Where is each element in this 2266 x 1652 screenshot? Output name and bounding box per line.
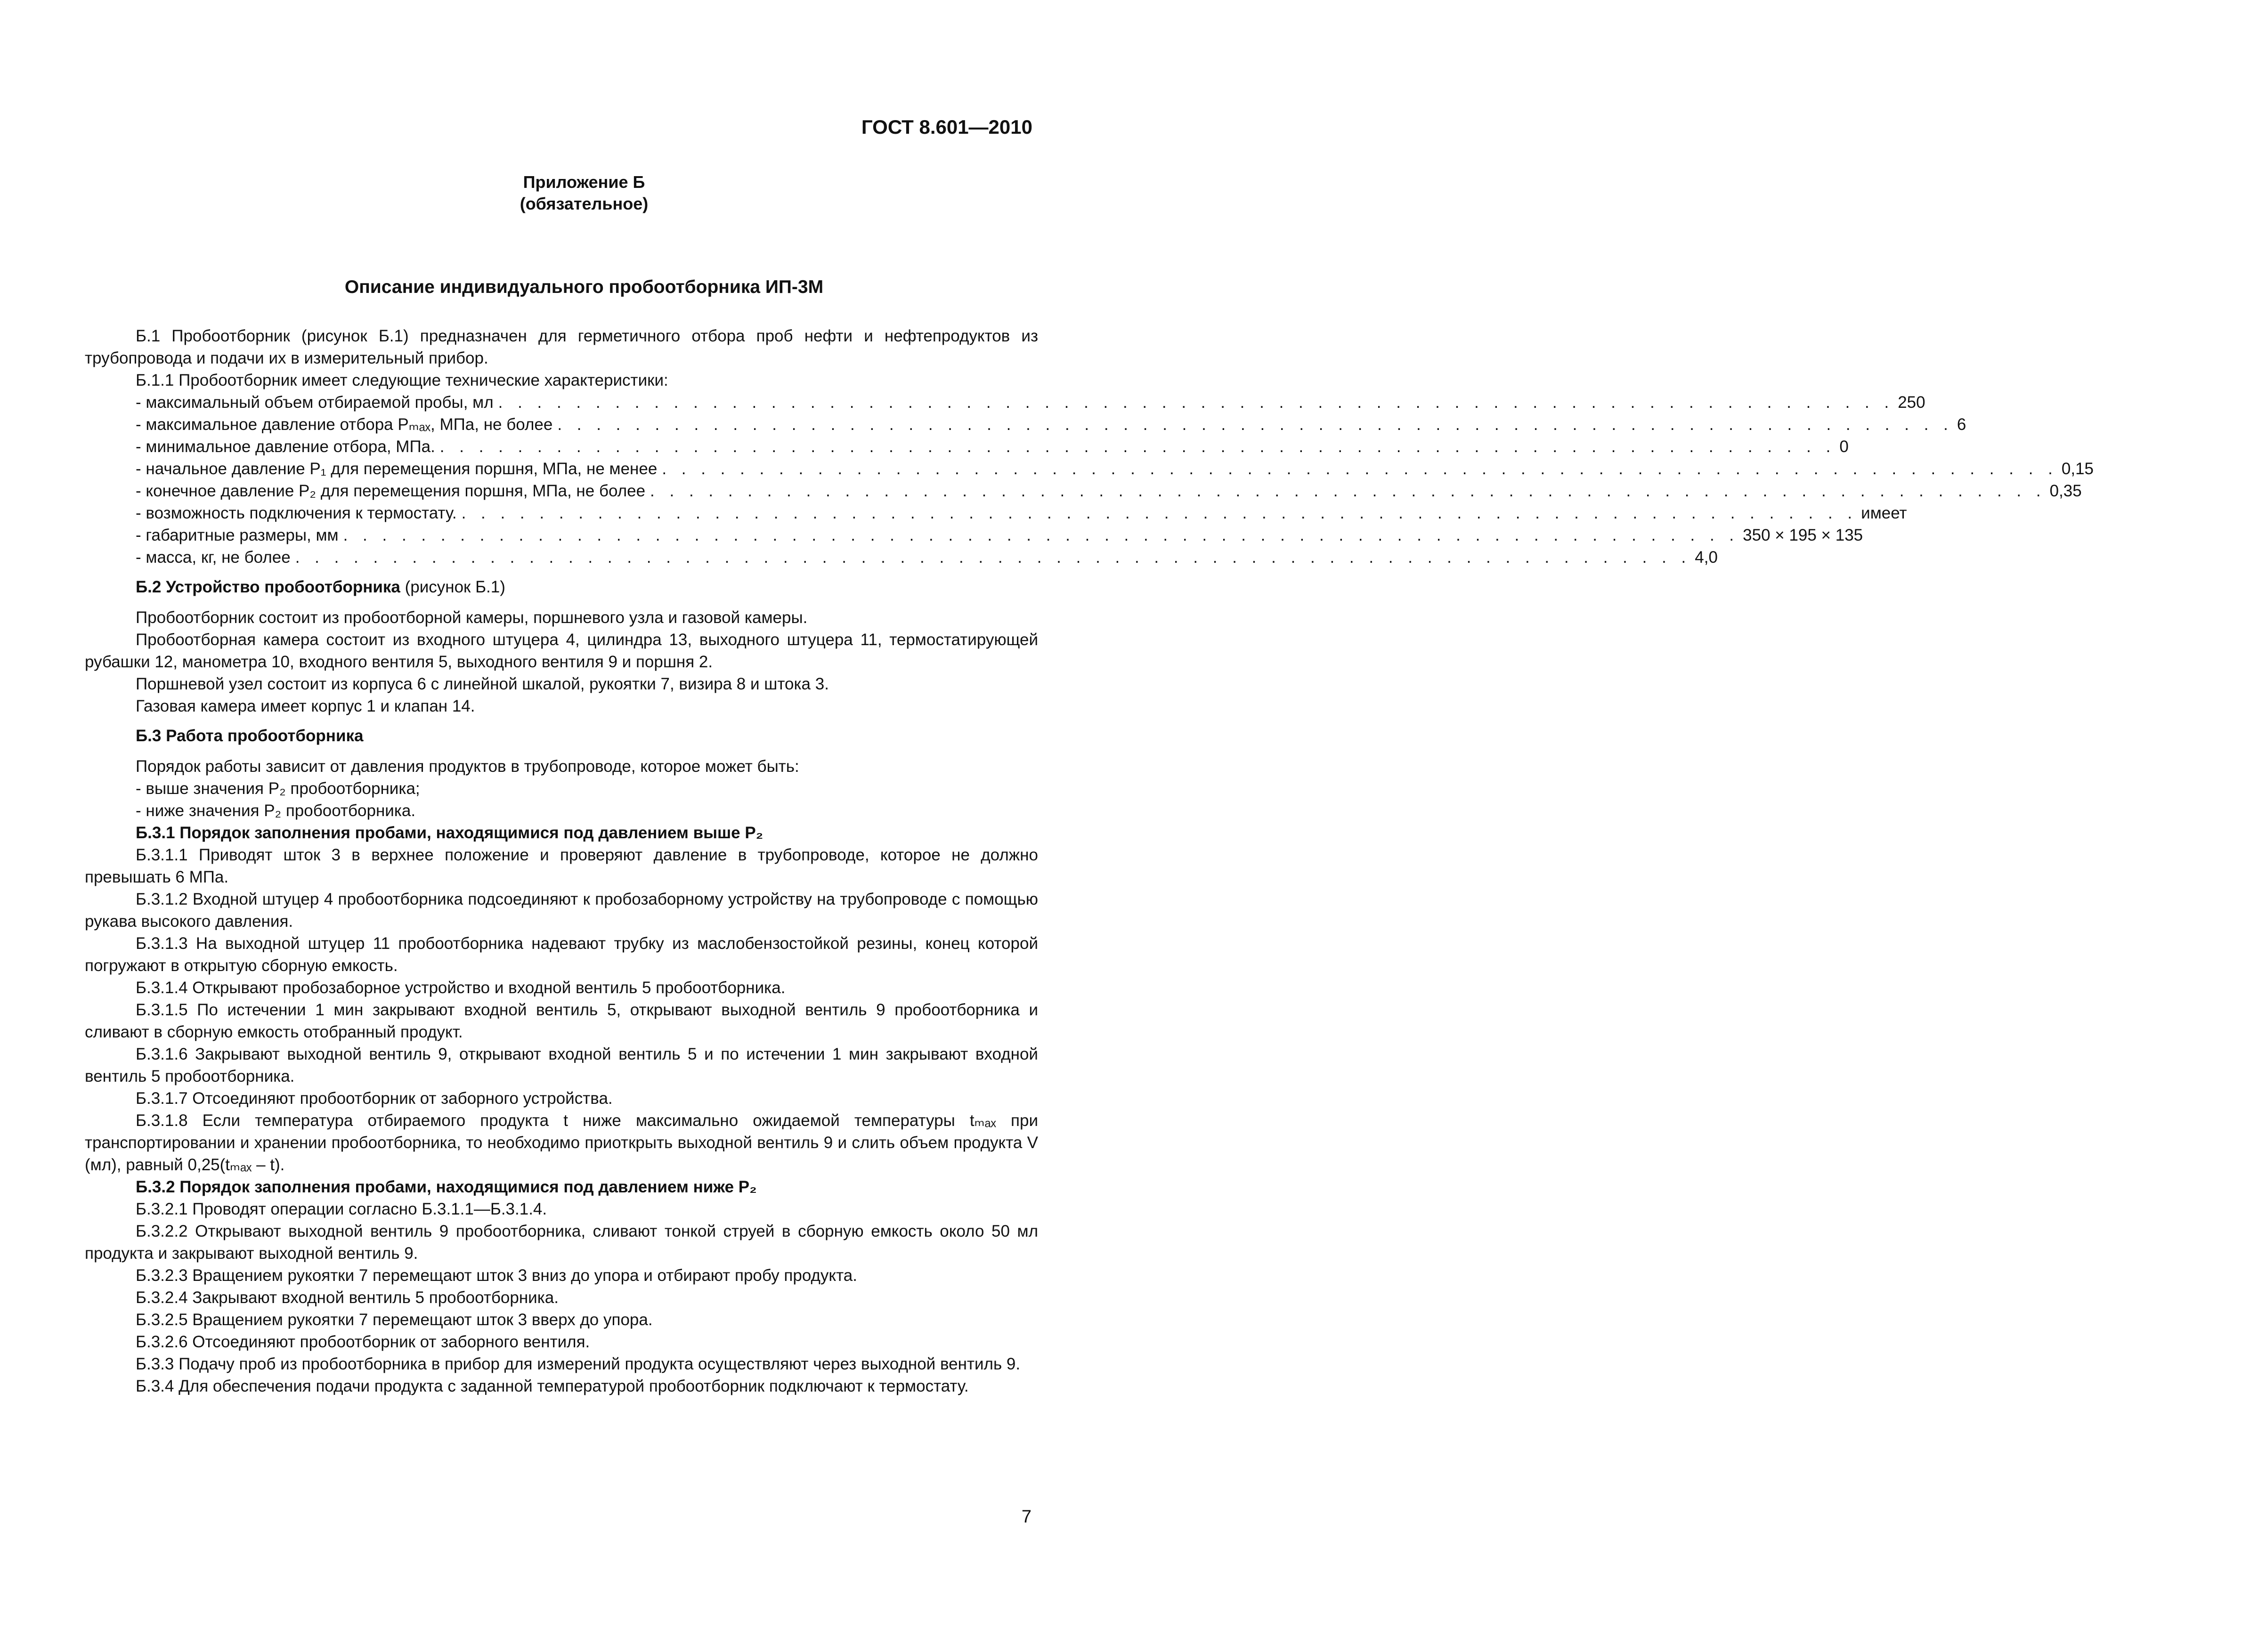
paragraph-b1: Б.1 Пробоотборник (рисунок Б.1) предназначен для герметичного отбора проб нефти и нефтепродуктов из трубопровода и подачи их в измерительный прибор.	[85, 327, 1038, 367]
paragraph-b3: Порядок работы зависит от давления продуктов в трубопроводе, которое может быть:	[136, 757, 799, 776]
leader-dots: . . . . . . . . . . . . . . . . . . . . . . . . . . . . . . . . . . . . . . . . . . . . . . . . . . . . . . . . . . . . . . . . . . . . . . . .	[461, 504, 1858, 522]
paragraph-b2: Поршневой узел состоит из корпуса 6 с линейной шкалой, рукоятки 7, визира 8 и штока 3.	[136, 675, 829, 693]
spec-row	[136, 413, 1966, 436]
appendix-status: (обязательное)	[520, 194, 649, 213]
spec-value: 250	[1898, 393, 1925, 412]
paragraph-b2: Пробоотборная камера состоит из входного штуцера 4, цилиндра 13, выходного штуцера 11, термостатирующей рубашки 12, манометра 10, входного вентиля 5, выходного вентиля 9 и поршня 2.	[85, 631, 1038, 671]
paragraph-b3-2: Б.3.2.2 Открывают выходной вентиль 9 пробоотборника, сливают тонкой струей в сборную емкость около 50 мл продукта и закрывают выходной вентиль 9.	[85, 1222, 1038, 1263]
appendix-title: Описание индивидуального пробоотборника ИП-3М	[344, 277, 824, 297]
section-b3-2-heading: Б.3.2 Порядок заполнения пробами, находящимися под давлением ниже P₂	[136, 1178, 757, 1196]
spec-row	[136, 502, 1907, 524]
spec-row	[136, 546, 1718, 568]
spec-row	[136, 458, 2094, 480]
paragraph-b3-2: Б.3.2.5 Вращением рукоятки 7 перемещают шток 3 вверх до упора.	[136, 1311, 653, 1329]
paragraph-b3-1: Б.3.1.3 На выходной штуцер 11 пробоотборника надевают трубку из маслобензостойкой резины, конец которой погружают в открытую сборную емкость.	[85, 934, 1038, 975]
spec-value: 0,35	[2049, 482, 2082, 500]
spec-label: - максимальный объем отбираемой пробы, мл	[136, 393, 494, 412]
paragraph-b3: - ниже значения P₂ пробоотборника.	[136, 802, 416, 820]
spec-label: - начальное давление P₁ для перемещения поршня, МПа, не менее	[136, 460, 658, 478]
spec-value: 0,15	[2061, 460, 2094, 478]
paragraph-b3-2: Б.3.2.3 Вращением рукоятки 7 перемещают шток 3 вниз до упора и отбирают пробу продукта.	[136, 1266, 857, 1285]
leader-dots: . . . . . . . . . . . . . . . . . . . . . . . . . . . . . . . . . . . . . . . . . . . . . . . . . . . . . . . . . . . . . . . . . . . . . . . .	[498, 393, 1894, 412]
leader-dots: . . . . . . . . . . . . . . . . . . . . . . . . . . . . . . . . . . . . . . . . . . . . . . . . . . . . . . . . . . . . . . . . . . . . . . . .	[557, 415, 1953, 434]
spec-label: - габаритные размеры, мм	[136, 526, 339, 544]
spec-row	[136, 524, 1863, 546]
spec-label: - максимальное давление отбора Pₘₐₓ, МПа, не более	[136, 415, 553, 434]
paragraph-b1-1: Б.1.1 Пробоотборник имеет следующие технические характеристики:	[136, 371, 668, 389]
section-b2-title: Б.2 Устройство пробоотборника	[136, 578, 400, 596]
spec-value: 6	[1957, 415, 1966, 434]
section-b3-heading: Б.3 Работа пробоотборника	[136, 727, 364, 745]
paragraph-b3: - выше значения P₂ пробоотборника;	[136, 779, 420, 798]
section-b3-1-heading: Б.3.1 Порядок заполнения пробами, находящимися под давлением выше P₂	[136, 824, 763, 842]
paragraph-b2: Пробоотборник состоит из пробоотборной камеры, поршневого узла и газовой камеры.	[136, 608, 808, 627]
paragraph-b3-2: Б.3.2.1 Проводят операции согласно Б.3.1.1—Б.3.1.4.	[136, 1200, 547, 1218]
paragraph-b3-1: Б.3.1.7 Отсоединяют пробоотборник от заборного устройства.	[136, 1089, 613, 1108]
standard-number: ГОСТ 8.601—2010	[861, 116, 1032, 138]
paragraph-b3-1: Б.3.1.2 Входной штуцер 4 пробоотборника подсоединяют к пробозаборному устройству на трубопроводе с помощью рукава высокого давления.	[85, 890, 1038, 931]
spec-value: 0	[1839, 437, 1849, 456]
leader-dots: . . . . . . . . . . . . . . . . . . . . . . . . . . . . . . . . . . . . . . . . . . . . . . . . . . . . . . . . . . . . . . . . . . . . . . . .	[662, 460, 2058, 478]
document-body	[85, 325, 2094, 1397]
specs-list	[85, 391, 2094, 568]
spec-label: - конечное давление P₂ для перемещения поршня, МПа, не более	[136, 482, 646, 500]
spec-row	[136, 480, 2082, 502]
spec-label: - масса, кг, не более	[136, 548, 291, 567]
spec-label: - возможность подключения к термостату.	[136, 504, 457, 522]
leader-dots: . . . . . . . . . . . . . . . . . . . . . . . . . . . . . . . . . . . . . . . . . . . . . . . . . . . . . . . . . . . . . . . . . . . . . . . .	[295, 548, 1691, 567]
paragraph-b3-4: Б.3.4 Для обеспечения подачи продукта с заданной температурой пробоотборник подключают к термостату.	[136, 1377, 969, 1395]
paragraph-b3-1: Б.3.1.5 По истечении 1 мин закрывают входной вентиль 5, открывают выходной вентиль 9 пробоотборника и сливают в сборную емкость отобранный продукт.	[85, 1001, 1038, 1041]
spec-value: 4,0	[1695, 548, 1718, 567]
paragraph-b3-2: Б.3.2.6 Отсоединяют пробоотборник от заборного вентиля.	[136, 1333, 590, 1351]
spec-row	[136, 436, 1849, 458]
paragraph-b3-1: Б.3.1.6 Закрывают выходной вентиль 9, открывают входной вентиль 5 и по истечении 1 мин закрывают входной вентиль 5 пробоотборника.	[85, 1045, 1038, 1085]
paragraph-b3-1: Б.3.1.1 Приводят шток 3 в верхнее положение и проверяют давление в трубопроводе, которое не должно превышать 6 МПа.	[85, 846, 1038, 886]
spec-value: 350 × 195 × 135	[1743, 526, 1863, 544]
paragraph-b3-1: Б.3.1.8 Если температура отбираемого продукта t ниже максимально ожидаемой температуры tₘₐₓ при транспортировании и хранении пробоотборника, то необходимо приоткрыть выходной вентиль 9 и слить объем продукта V (мл), равный 0,25(tₘₐₓ – t).	[85, 1111, 1038, 1174]
paragraph-b3-3: Б.3.3 Подачу проб из пробоотборника в прибор для измерений продукта осуществляют через выходной вентиль 9.	[136, 1355, 1021, 1373]
spec-label: - минимальное давление отбора, МПа.	[136, 437, 435, 456]
paragraph-b3-2: Б.3.2.4 Закрывают входной вентиль 5 пробоотборника.	[136, 1288, 559, 1307]
leader-dots: . . . . . . . . . . . . . . . . . . . . . . . . . . . . . . . . . . . . . . . . . . . . . . . . . . . . . . . . . . . . . . . . . . . . . . . .	[439, 437, 1836, 456]
section-b2-figure-ref: (рисунок Б.1)	[400, 578, 505, 596]
spec-row	[136, 391, 1925, 413]
leader-dots: . . . . . . . . . . . . . . . . . . . . . . . . . . . . . . . . . . . . . . . . . . . . . . . . . . . . . . . . . . . . . . . . . . . . . . . .	[650, 482, 2046, 500]
paragraph-b2: Газовая камера имеет корпус 1 и клапан 14.	[136, 697, 475, 715]
leader-dots: . . . . . . . . . . . . . . . . . . . . . . . . . . . . . . . . . . . . . . . . . . . . . . . . . . . . . . . . . . . . . . . . . . . . . . . .	[343, 526, 1739, 544]
section-b2-heading	[85, 576, 1038, 598]
spec-value: имеет	[1861, 504, 1907, 522]
paragraph-b3-1: Б.3.1.4 Открывают пробозаборное устройство и входной вентиль 5 пробоотборника.	[136, 979, 786, 997]
page-number: 7	[1021, 1507, 1031, 1527]
appendix-label: Приложение Б	[523, 172, 645, 192]
